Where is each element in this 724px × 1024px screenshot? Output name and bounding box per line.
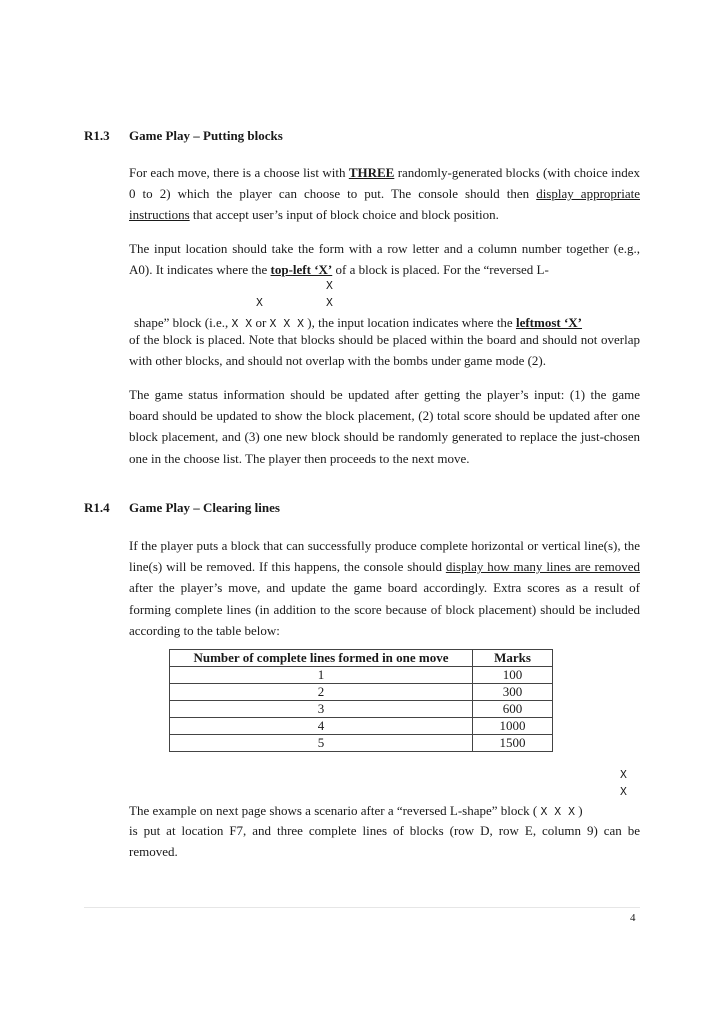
block-example: X X X (540, 806, 575, 819)
text: ) (575, 803, 583, 818)
text: randomly-generated blocks (with choice index 0 to 2) which the player can choose to put. The console should then (129, 165, 641, 202)
text: that accept user’s input of block choice and block position. (189, 207, 499, 223)
table-row (170, 735, 553, 752)
header-lines: Number of complete lines formed in one move (170, 650, 473, 667)
cell-marks: 1000 (473, 718, 553, 735)
paragraph-choose-list (129, 162, 640, 226)
block-example-1: X X (231, 318, 253, 331)
marks-table (169, 649, 553, 752)
paragraph-example: is put at location F7, and three complete lines of blocks (row D, row E, column 9) can be removed. (129, 823, 640, 860)
cell-lines: 3 (170, 701, 473, 718)
text: For each move, there is a choose list with (129, 165, 349, 180)
diagram-x-block2: X (326, 297, 333, 310)
cell-marks: 300 (473, 684, 553, 701)
paragraph-clearing-lines (129, 535, 640, 641)
table-header-row (170, 650, 553, 667)
cell-lines: 1 (170, 667, 473, 684)
cell-marks: 600 (473, 701, 553, 718)
page-number: 4 (630, 912, 636, 924)
section-title-putting-blocks: Game Play – Putting blocks (129, 128, 283, 143)
underlined-instructions: display appropriate instructions (129, 186, 640, 223)
paragraph-placement-rules: of the block is placed. Note that blocks should be placed within the board and should not overlap with other blocks, and should not overlap with the bombs under game mode (2). (129, 332, 640, 369)
paragraph-input-location (129, 238, 640, 280)
section-title-clearing-lines: Game Play – Clearing lines (129, 500, 280, 515)
paragraph-game-status: The game status information should be updated after getting the player’s input: (1) the game board should be updated to show the block placement, (2) total score should be updated after one block placement, and (3) one new block should be randomly generated to replace the just-chosen one in the choose list. The player then proceeds to the next move. (129, 387, 640, 466)
block-example-2: X X X (269, 318, 305, 331)
cell-lines: 2 (170, 684, 473, 701)
footer-divider (84, 907, 640, 908)
table-row (170, 667, 553, 684)
text: The example on next page shows a scenario after a “reversed L-shape” block ( (129, 803, 541, 818)
diagram-x-block1: X (256, 297, 263, 310)
text: ), the input location indicates where the (304, 315, 516, 330)
text: The input location should take the form with a row letter and a column number together (e.g., A0). It indicates where the (129, 241, 640, 278)
table-row (170, 718, 553, 735)
text: shape” block (i.e., (134, 315, 232, 330)
diagram-x-top: X (326, 280, 333, 293)
table-row (170, 684, 553, 701)
underlined-lines-removed: display how many lines are removed (445, 559, 640, 575)
cell-lines: 4 (170, 718, 473, 735)
header-marks: Marks (473, 650, 553, 667)
section-number-r1-3: R1.3 (84, 128, 110, 143)
section-number-r1-4: R1.4 (84, 500, 110, 515)
diagram-x-middle: X (620, 786, 627, 799)
table-row (170, 701, 553, 718)
text: after the player’s move, and update the game board accordingly. Extra scores as a result of forming complete lines (in addition to the score because of block placement) should be included according to the table below: (129, 580, 640, 638)
text: If the player puts a block that can successfully produce complete horizontal or vertical line(s), the line(s) will be removed. If this happens, the console should (129, 538, 640, 575)
diagram-x-top: X (620, 769, 627, 782)
cell-lines: 5 (170, 735, 473, 752)
emphasis-top-left: top-left ‘X’ (270, 262, 333, 278)
cell-marks: 1500 (473, 735, 553, 752)
emphasis-leftmost: leftmost ‘X’ (515, 315, 583, 330)
text: of a block is placed. For the “reversed L- (332, 262, 549, 278)
emphasis-three: THREE (348, 165, 395, 180)
cell-marks: 100 (473, 667, 553, 684)
text: or (252, 315, 270, 330)
